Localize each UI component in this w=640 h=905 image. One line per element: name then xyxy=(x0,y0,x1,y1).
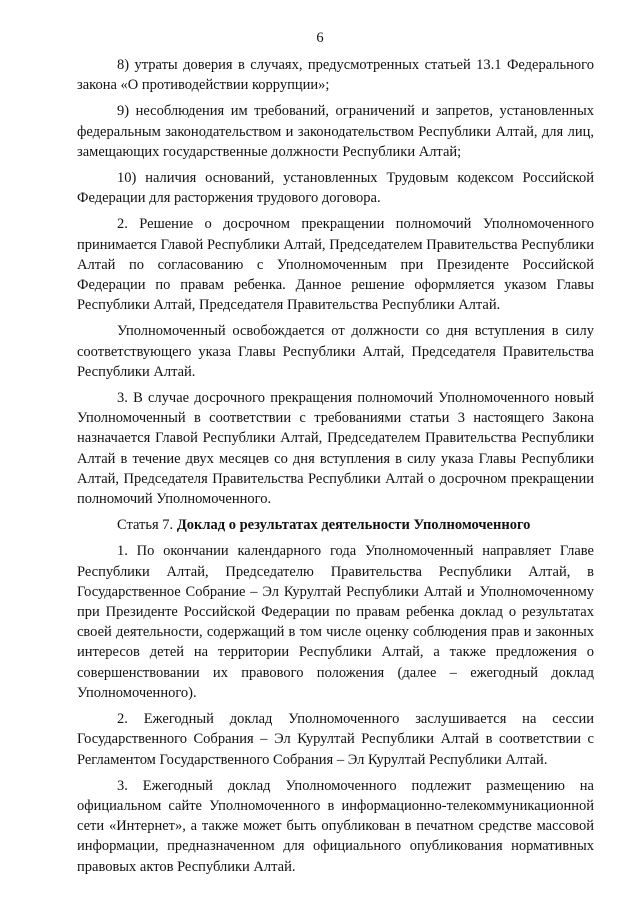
page-number: 6 xyxy=(316,30,324,46)
paragraph-article7-clause-1: 1. По окончании календарного года Уполномоченный направляет Главе Республики Алтай, Председателю Правительства Республики Алтай, в Государственное Собрание – Эл Курултай Республики Алтай и Уполномоченному при Президенте Российской Федерации по правам ребенка доклад о результатах своей деятельности, содержащий в том числе оценку соблюдения прав и законных интересов детей на территории Республики Алтай, а также предложения о совершенствовании их правового положения (далее – ежегодный доклад Уполномоченного). xyxy=(77,543,594,701)
paragraph-clause-2: 2. Решение о досрочном прекращении полномочий Уполномоченного принимается Главой Республики Алтай, Председателем Правительства Республики Алтай по согласованию с Уполномоченным при Президенте Российской Федерации по правам ребенка. Данное решение оформляется указом Главы Республики Алтай, Председателя Правительства Республики Алтай. xyxy=(77,216,594,314)
paragraph-article7-clause-2: 2. Ежегодный доклад Уполномоченного заслушивается на сессии Государственного Собрания – Эл Курултай Республики Алтай в соответствии с Регламентом Государственного Собрания – Эл Курултай Республики Алтай. xyxy=(77,711,594,768)
paragraph-item-10: 10) наличия оснований, установленных Трудовым кодексом Российской Федерации для расторжения трудового договора. xyxy=(77,170,594,207)
article-prefix: Статья 7. xyxy=(117,517,174,534)
paragraph-clause-3: 3. В случае досрочного прекращения полномочий Уполномоченного новый Уполномоченный в соответствии с требованиями статьи 3 настоящего Закона назначается Главой Республики Алтай, Председателем Правительства Республики Алтай в течение двух месяцев со дня вступления в силу указа Главы Республики Алтай, Председателя Правительства Республики Алтай о досрочном прекращении полномочий Уполномоченного. xyxy=(77,390,594,508)
paragraph-article7-clause-3: 3. Ежегодный доклад Уполномоченного подлежит размещению на официальном сайте Уполномоченного в информационно-телекоммуникационной сети «Интернет», а также может быть опубликован в печатном средстве массовой информации, предназначенном для официального опубликования нормативных правовых актов Республики Алтай. xyxy=(77,777,594,875)
article-heading xyxy=(77,515,594,535)
article-title: Доклад о результатах деятельности Уполномоченного xyxy=(176,517,531,534)
document-body xyxy=(77,55,594,883)
paragraph-item-9: 9) несоблюдения им требований, ограничений и запретов, установленных федеральным законодательством и законодательством Республики Алтай, для лиц, замещающих государственные должности Республики Алтай; xyxy=(77,103,594,160)
paragraph-item-8: 8) утраты доверия в случаях, предусмотренных статьей 13.1 Федерального закона «О противодействии коррупции»; xyxy=(77,57,594,94)
paragraph-release: Уполномоченный освобождается от должности со дня вступления в силу соответствующего указа Главы Республики Алтай, Председателя Правительства Республики Алтай. xyxy=(77,323,594,380)
